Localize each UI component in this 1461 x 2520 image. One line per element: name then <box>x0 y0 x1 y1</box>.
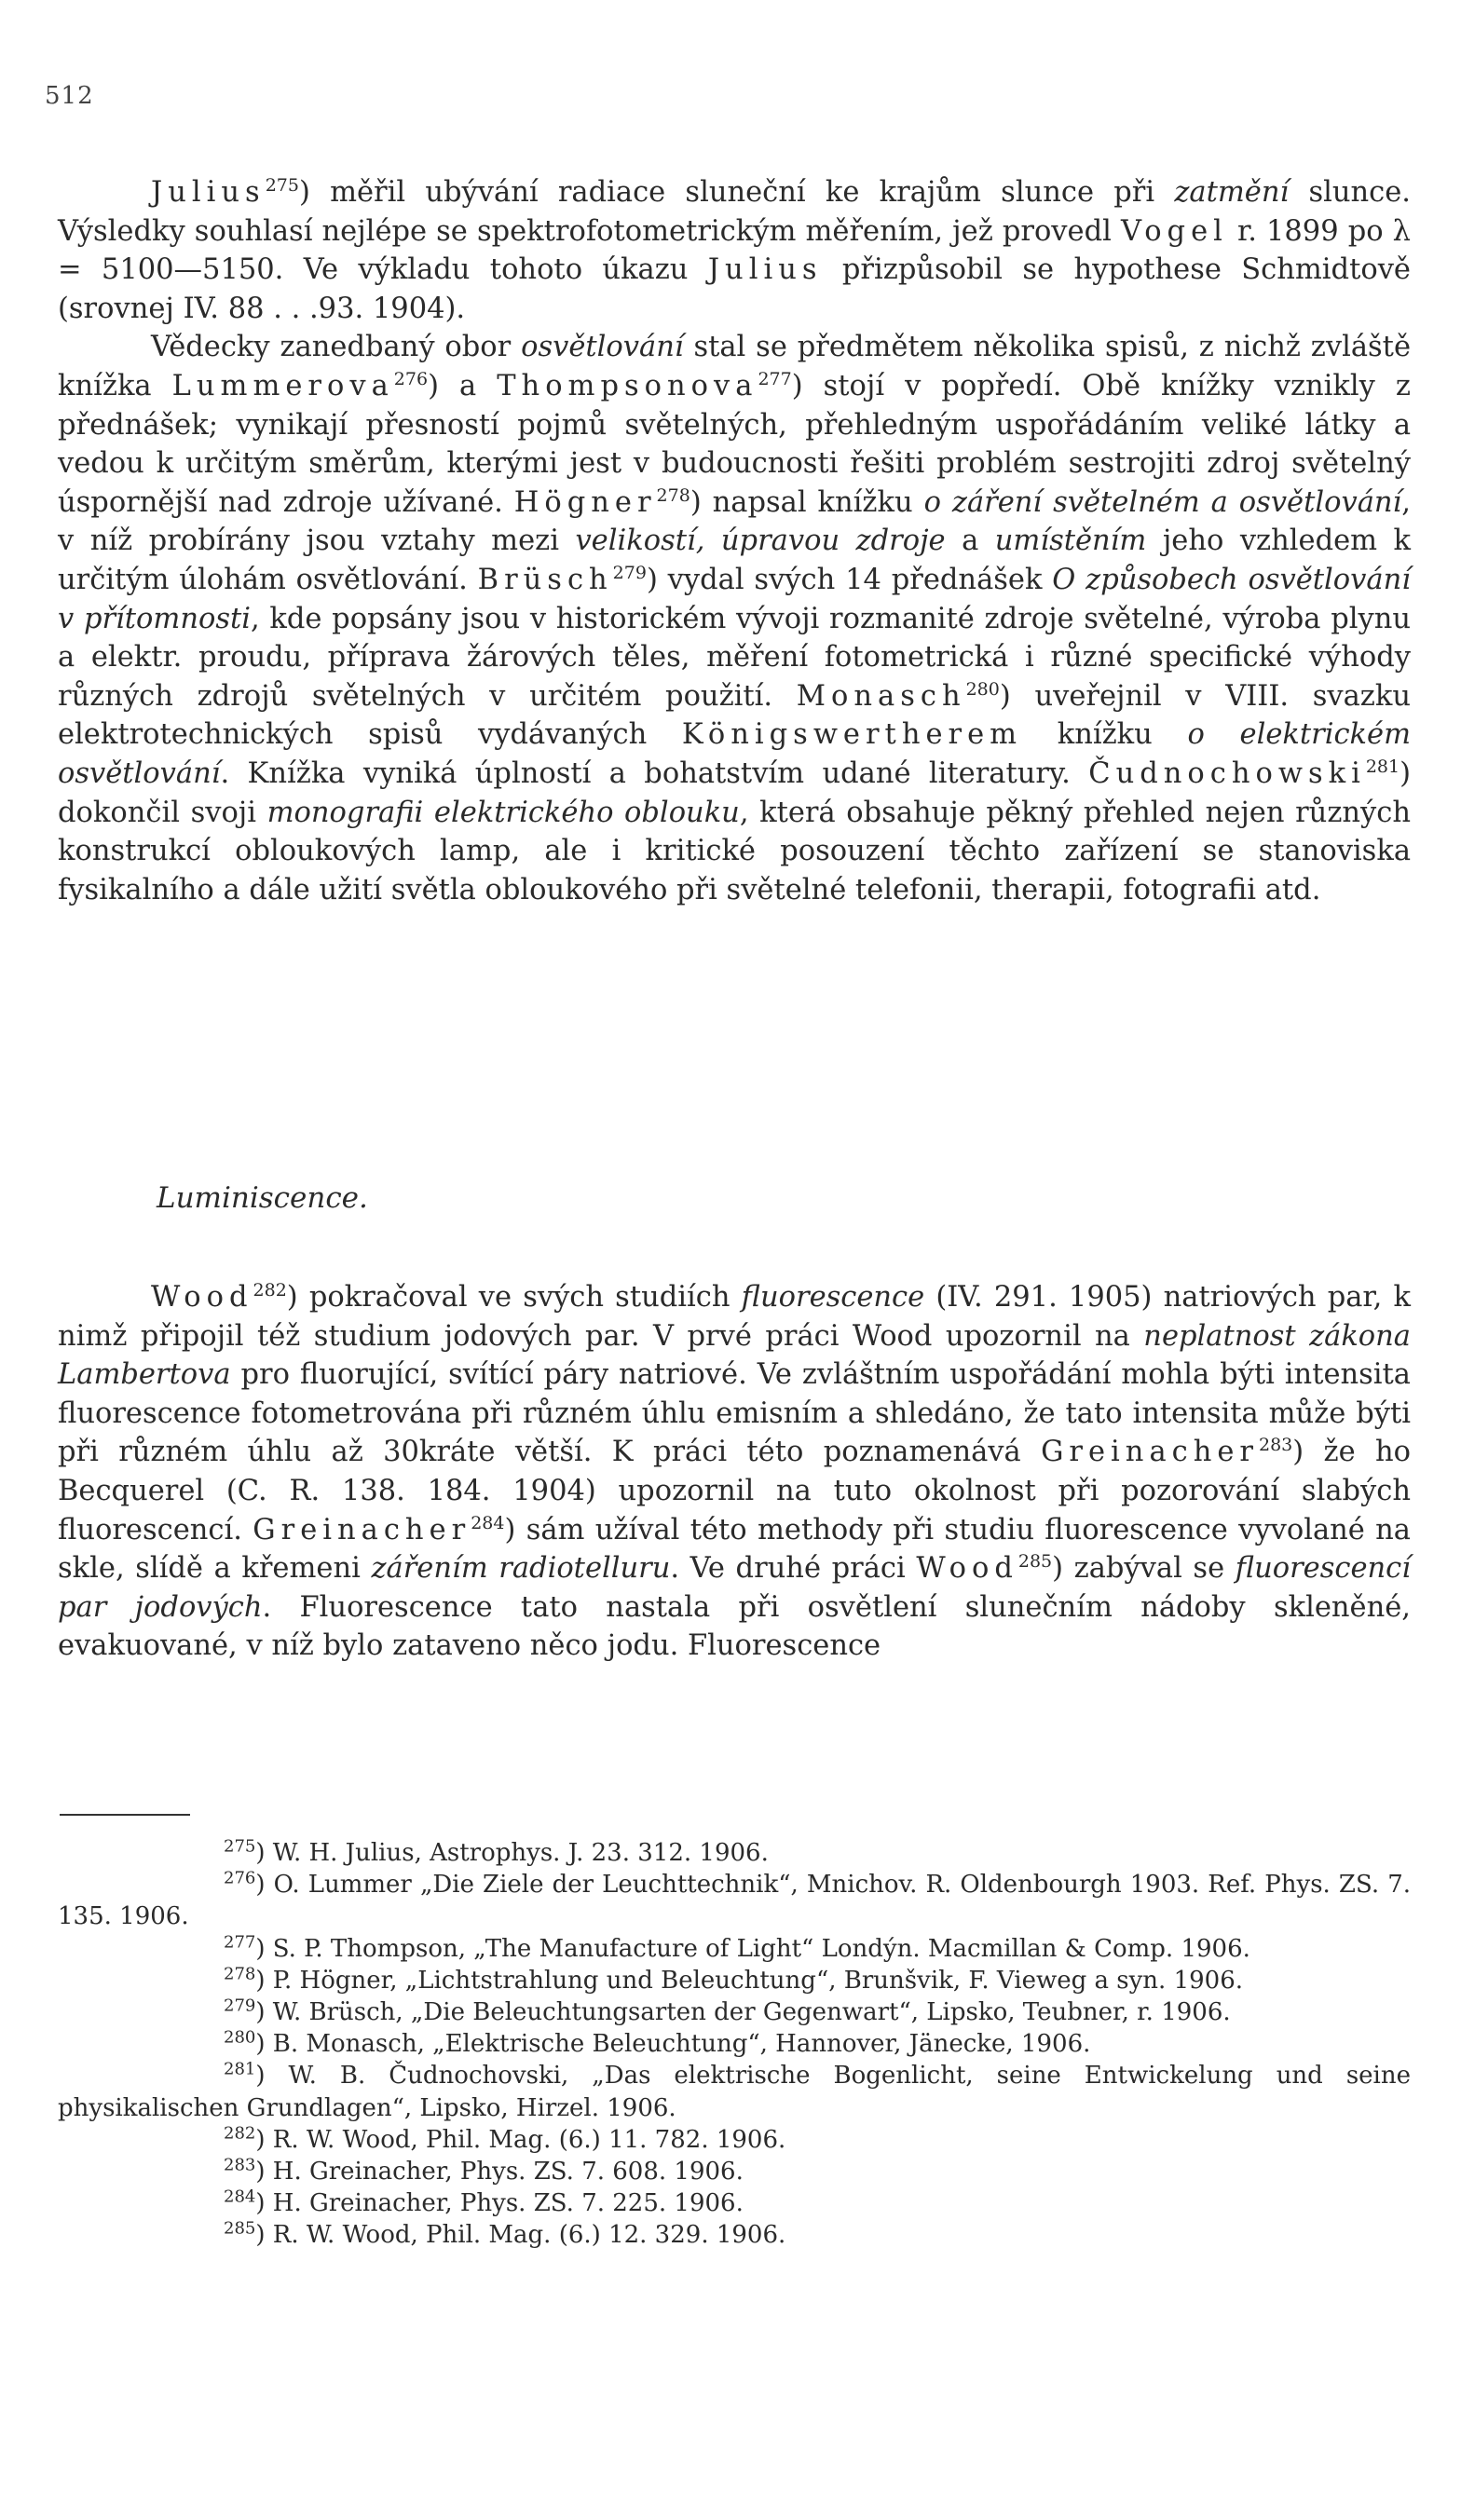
footnote: $^{276}$) O. Lummer „Die Ziele der Leuchttechnik“, Mnichov. R. Oldenbourgh 1903. Ref. Phys. ZS. 7. 135. 1906. <box>58 1868 1411 1931</box>
author-name: Julius <box>151 176 266 209</box>
body-text <box>58 173 1411 909</box>
footnote-ref: 284 <box>471 1512 505 1533</box>
author-name: Vogel <box>1120 214 1228 248</box>
author-name: Thompsonova <box>497 369 758 402</box>
footnote: $^{282}$) R. W. Wood, Phil. Mag. (6.) 11. 782. 1906. <box>224 2123 786 2154</box>
footnote: $^{275}$) W. H. Julius, Astrophys. J. 23. 312. 1906. <box>224 1836 769 1867</box>
footnote-ref: 280 <box>965 678 1000 700</box>
footnote: $^{281}$) W. B. Čudnochovski, „Das elektrische Bogenlicht, seine Entwickelung und seine physikalischen Grundlagen“, Lipsko, Hirzel. 1906. <box>58 2059 1411 2122</box>
author-name: Lummerova <box>171 369 394 402</box>
page-number: 512 <box>45 82 94 110</box>
author-name: Wood <box>151 1281 253 1314</box>
footnote-ref: 278 <box>656 484 690 506</box>
author-name: Monasch <box>796 679 966 713</box>
footnote-ref: 283 <box>1259 1435 1293 1456</box>
section-text <box>58 1278 1411 1666</box>
paragraph-lighting: Vědecky zanedbaný obor osvětlování stal se předmětem několika spisů, z nichž zvláště knížka Lummerova$^{276}$) a Thompsonova$^{277}$) stojí v popředí. Obě knížky vznikly z přednášek; vynikají přesností pojmů světelných, přehledným uspořádáním veliké látky a vedou k určitým směrům, kterými jest v budoucnosti řešiti problém sestrojiti zdroj světelný úspornější nad zdroje užívané. Högner$^{278}$) napsal knížku o záření světelném a osvětlování, v níž probírány jsou vztahy mezi velikostí, úpravou zdroje a umístěním jeho vzhledem k určitým úlohám osvětlování. Brüsch$^{279}$) vydal svých 14 přednášek O způsobech osvětlování v přítomnosti, kde popsány jsou v historickém vývoji rozmanité zdroje světelné, výroba plynu a elektr. proudu, příprava žárových těles, měření fotometrická i různé specifické výhody různých zdrojů světelných v určitém použití. Monasch$^{280}$) uveřejnil v VIII. svazku elektrotechnických spisů vydávaných Königswertherem knížku o elektrickém osvětlování. Knížka vyniká úplností a bohatstvím udané literatury. Čudnochowski$^{281}$) dokončil svoji monografii elektrického oblouku, která obsahuje pěkný přehled nejen různých konstrukcí obloukových lamp, ale i kritické posouzení těchto zařízení se stanoviska fysikalního a dále užití světla obloukového při světelné telefonii, therapii, fotografii atd. <box>58 331 1412 906</box>
footnote: $^{278}$) P. Högner, „Lichtstrahlung und Beleuchtung“, Brunšvik, F. Vieweg a syn. 1906. <box>224 1964 1244 1995</box>
author-name: Brüsch <box>477 563 613 596</box>
author-name: Čudnochowski <box>1088 756 1366 790</box>
footnote-ref: 277 <box>758 368 792 389</box>
footnote-divider <box>60 1814 190 1816</box>
author-name: Wood <box>916 1552 1018 1586</box>
footnote-ref: 276 <box>393 368 429 389</box>
section-heading: Luminiscence. <box>157 1181 368 1215</box>
footnotes <box>58 1837 1411 2252</box>
footnote: $^{285}$) R. W. Wood, Phil. Mag. (6.) 12. 329. 1906. <box>224 2218 786 2250</box>
footnote-ref: 282 <box>253 1279 287 1301</box>
footnote: $^{283}$) H. Greinacher, Phys. ZS. 7. 608. 1906. <box>224 2155 744 2186</box>
paragraph-luminescence: Wood$^{282}$) pokračoval ve svých studiích fluorescence (IV. 291. 1905) natriových par, k nimž připojil též studium jodových par. V prvé práci Wood upozornil na neplatnost zákona Lambertova pro fluorující, svítící páry natriové. Ve zvláštním uspořádání mohla býti intensita fluorescence fotometrována při různém úhlu emisním a shledáno, že tato intensita může býti při různém úhlu až 30kráte větší. K práci této poznamenává Greinacher$^{283}$) že ho Becquerel (C. R. 138. 184. 1904) upozornil na tuto okolnost při pozorování slabých fluorescencí. Greinacher$^{284}$) sám užíval této methody při studiu fluorescence vyvolané na skle, slídě a křemeni zářením radiotelluru. Ve druhé práci Wood$^{285}$) zabýval se fluorescencí par jodových. Fluorescence tato nastala při osvětlení slunečním nádoby skleněné, evakuované, v níž bylo zataveno něco jodu. Fluorescence <box>58 1279 1411 1663</box>
footnote: $^{279}$) W. Brüsch, „Die Beleuchtungsarten der Gegenwart“, Lipsko, Teubner, r. 1906. <box>224 1996 1231 2027</box>
footnote-ref: 279 <box>612 562 647 583</box>
footnote-ref: 285 <box>1017 1551 1053 1572</box>
author-name: Greinacher <box>1041 1436 1259 1469</box>
footnote: $^{280}$) B. Monasch, „Elektrische Beleuchtung“, Hannover, Jänecke, 1906. <box>224 2027 1091 2059</box>
author-name: Königswertherem <box>681 718 1023 752</box>
author-name: Greinacher <box>253 1513 471 1546</box>
author-name: Julius <box>707 253 823 287</box>
footnote: $^{277}$) S. P. Thompson, „The Manufacture of Light“ Londýn. Macmillan & Comp. 1906. <box>224 1931 1250 1963</box>
footnote-ref: 281 <box>1365 756 1400 777</box>
paragraph-julius: Julius$^{275}$) měřil ubývání radiace sluneční ke krajům slunce při zatmění slunce. Výsledky souhlasí nejlépe se spektrofotometrickým měřením, jež provedl Vogel r. 1899 po λ = 5100—5150. Ve výkladu tohoto úkazu Julius přizpůsobil se hypothese Schmidtově (srovnej IV. 88 . . .93. 1904). <box>58 174 1412 325</box>
author-name: Högner <box>513 485 657 519</box>
footnote: $^{284}$) H. Greinacher, Phys. ZS. 7. 225. 1906. <box>224 2186 744 2218</box>
footnote-ref: 275 <box>265 174 299 196</box>
